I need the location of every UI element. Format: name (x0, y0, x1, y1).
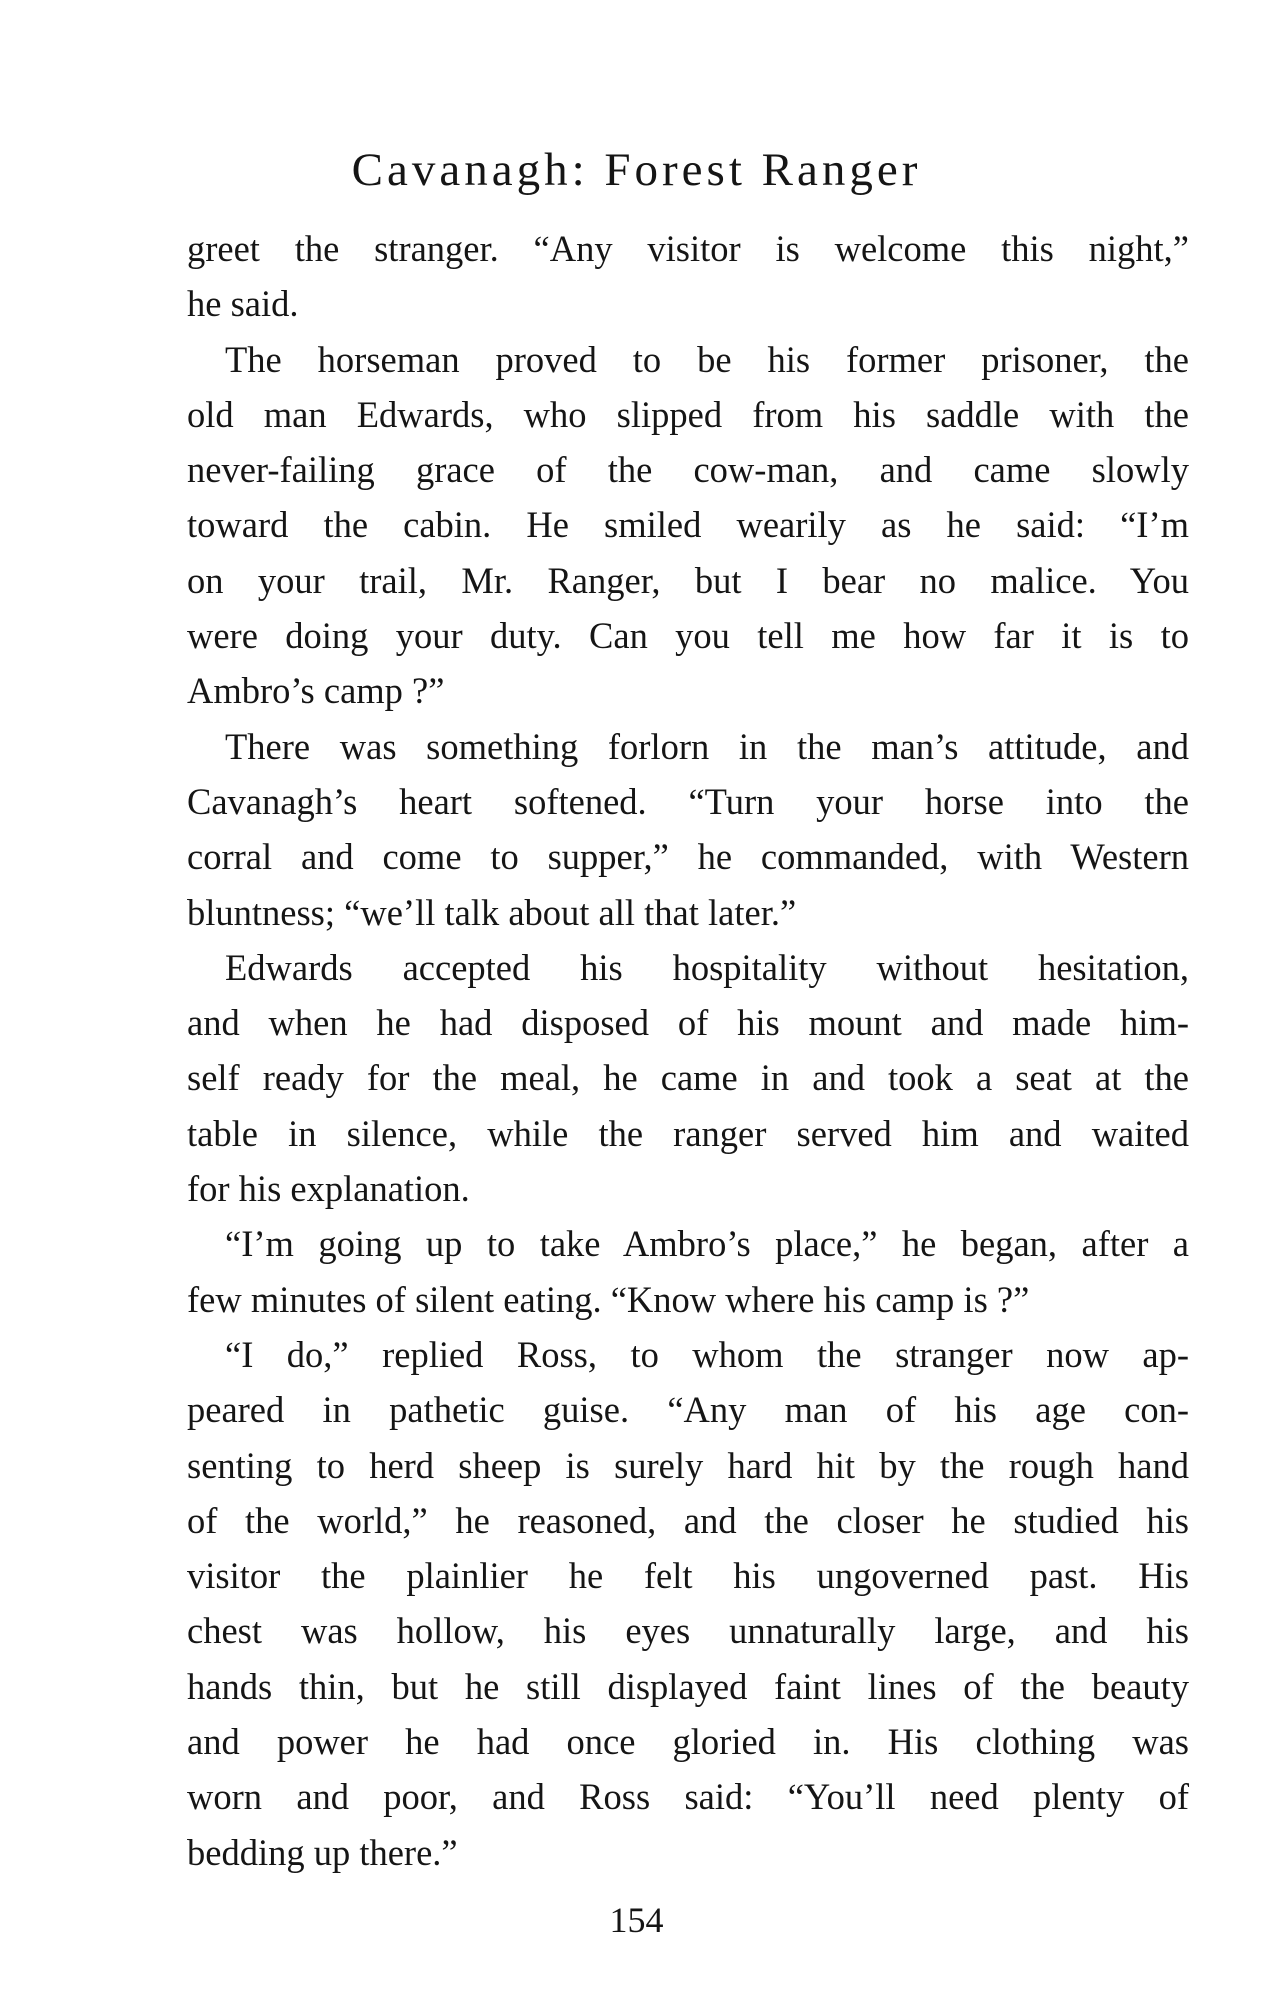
running-head: Cavanagh: Forest Ranger (351, 144, 922, 196)
text-line: Edwards accepted his hospitality without hesitation, (225, 946, 1189, 988)
text-line: The horseman proved to be his former prisoner, the (225, 338, 1189, 380)
text-line: he said. (187, 283, 299, 325)
text-line: Ambro’s camp ?” (187, 670, 445, 712)
text-line: of the world,” he reasoned, and the closer he studied his (187, 1499, 1189, 1541)
text-line: on your trail, Mr. Ranger, but I bear no malice. You (187, 559, 1189, 601)
text-line: corral and come to supper,” he commanded, with Western (187, 836, 1189, 878)
text-line: greet the stranger. “Any visitor is welcome this night,” (187, 228, 1189, 269)
text-line: for his explanation. (187, 1168, 470, 1210)
body-text (187, 221, 1189, 1880)
text-line: toward the cabin. He smiled wearily as he said: “I’m (187, 504, 1189, 546)
text-line: and power he had once gloried in. His clothing was (187, 1721, 1189, 1763)
text-line: table in silence, while the ranger served him and waited (187, 1112, 1189, 1154)
text-line: bedding up there.” (187, 1831, 458, 1873)
text-line: self ready for the meal, he came in and took a seat at the (187, 1057, 1189, 1099)
text-line: visitor the plainlier he felt his ungoverned past. His (187, 1555, 1189, 1597)
page-number: 154 (609, 1900, 664, 1940)
text-line: were doing your duty. Can you tell me how far it is to (187, 615, 1189, 657)
text-line: worn and poor, and Ross said: “You’ll need plenty of (187, 1776, 1189, 1818)
text-line: chest was hollow, his eyes unnaturally large, and his (187, 1610, 1189, 1652)
text-line: hands thin, but he still displayed faint lines of the beauty (187, 1665, 1189, 1707)
text-line: There was something forlorn in the man’s attitude, and (225, 725, 1189, 767)
text-line: “I’m going up to take Ambro’s place,” he began, after a (225, 1223, 1189, 1265)
text-line: and when he had disposed of his mount and made him- (187, 1002, 1189, 1044)
text-line: peared in pathetic guise. “Any man of his age con- (187, 1389, 1189, 1431)
text-line: old man Edwards, who slipped from his saddle with the (187, 393, 1189, 435)
text-line: senting to herd sheep is surely hard hit by the rough hand (187, 1444, 1189, 1486)
text-line: never-failing grace of the cow-man, and came slowly (187, 449, 1189, 491)
text-line: “I do,” replied Ross, to whom the stranger now ap- (225, 1333, 1189, 1375)
text-line: Cavanagh’s heart softened. “Turn your horse into the (187, 780, 1189, 822)
text-line: few minutes of silent eating. “Know where his camp is ?” (187, 1278, 1030, 1320)
text-line: bluntness; “we’ll talk about all that later.” (187, 891, 797, 933)
